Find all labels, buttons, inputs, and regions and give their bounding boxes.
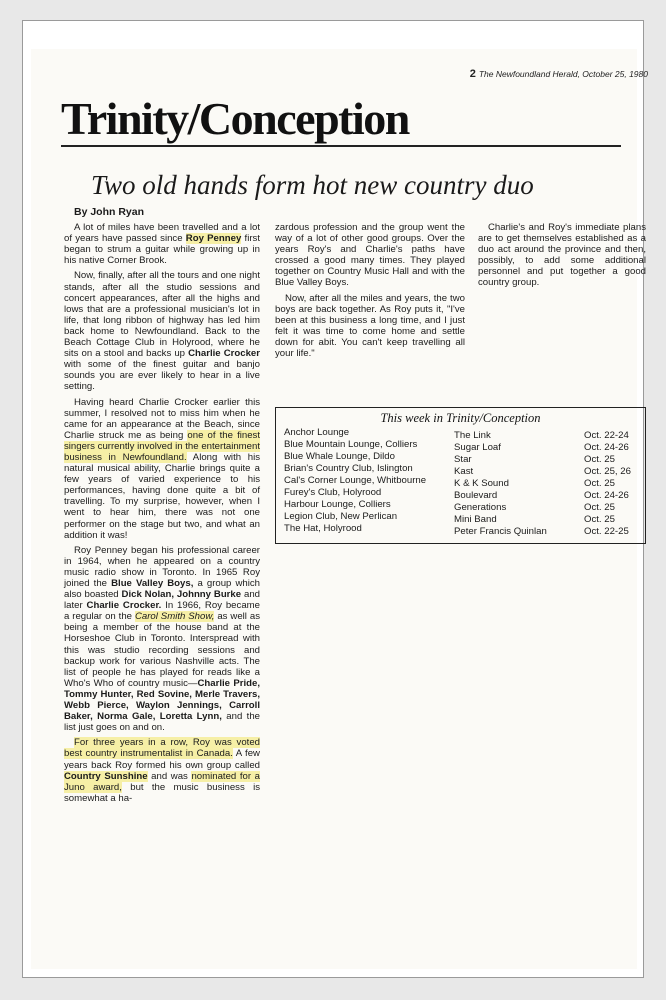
text-run: but the music business is somewhat a ha- xyxy=(64,781,260,804)
highlighted-text: Carol Smith Show, xyxy=(134,611,215,623)
text-run: Charlie Pride, Tommy Hunter, Red Sovine, Merle Travers, Webb Pierce, Waylon Jennings, Carroll Baker, Norma Gale, Loretta Lynn, xyxy=(64,677,260,723)
byline: By John Ryan xyxy=(74,206,145,218)
article-paragraph xyxy=(275,222,465,289)
act-row xyxy=(454,490,641,502)
text-run: Charlie Crocker. xyxy=(86,600,162,612)
act-row xyxy=(454,430,641,442)
highlighted-text: For three years in a row, Roy was voted best country instrumentalist in Canada. xyxy=(64,737,260,760)
text-run: and was xyxy=(147,770,192,782)
venue-name: Brian's Country Club, Islington xyxy=(284,463,413,474)
highlighted-text: nominated for a Juno award, xyxy=(64,770,260,793)
text-run: a group which also boasted xyxy=(64,578,260,601)
highlighted-text: Country Sunshine xyxy=(64,770,148,782)
highlighted-text: one of the finest singers currently involved in the entertainment business in Newfoundland. xyxy=(64,429,260,463)
text-run: Having heard Charlie Crocker earlier this summer, I resolved not to miss him when he came for an appearance at the Beach, since Charlie struck me as being xyxy=(64,396,260,441)
act-date: Oct. 25 xyxy=(584,514,615,525)
text-run: Now, finally, after all the tours and one night stands, after all the studio sessions and concert appearances, after all the highs and lows that are a professional musician's lot in life, that long ribbon of highway has led him back home to Newfoundland. Back to the Beach Cottage Club in Holyrood, where he sits on a stool and backs up xyxy=(64,270,260,360)
text-run: first began to strum a guitar while growing up in his native Corner Brook. xyxy=(64,233,260,267)
text-run: Roy Penney began his professional career in 1964, when he appeared on a country music radio show in Toronto. In 1965 Roy joined the xyxy=(64,544,260,589)
text-run: Charlie's and Roy's immediate plans are to get themselves established as a duo act around the province and then, possibly, to add some additional personnel and put together a good country group. xyxy=(478,222,646,289)
article-column-2 xyxy=(275,222,465,363)
col1-body xyxy=(64,222,260,804)
section-title: Trinity/Conception xyxy=(61,93,409,144)
article-paragraph xyxy=(64,737,260,804)
act-name: Star xyxy=(454,454,472,465)
act-date: Oct. 25 xyxy=(584,502,615,513)
act-date: Oct. 24-26 xyxy=(584,442,629,453)
act-list xyxy=(454,430,641,538)
text-run: zardous profession and the group went the way of a lot of other good groups. Over the years Roy's and Charlie's paths have crossed a good many times. They played together on Country Music Hall and with the Blue Valley Boys. xyxy=(275,222,465,289)
venue-name: Anchor Lounge xyxy=(284,427,350,438)
text-run: A few years back Roy formed his own group called xyxy=(64,748,260,771)
venue-name: Blue Whale Lounge, Dildo xyxy=(284,451,395,462)
act-name: Sugar Loaf xyxy=(454,442,501,453)
dateline xyxy=(426,68,648,80)
act-row xyxy=(454,454,641,466)
text-run: Blue Valley Boys, xyxy=(111,578,194,589)
article-column-1 xyxy=(64,207,260,808)
act-name: Generations xyxy=(454,502,507,513)
article-column-3 xyxy=(478,222,646,293)
publication-dateline: The Newfoundland Herald, October 25, 1980 xyxy=(478,69,648,79)
text-run: and the list just goes on and on. xyxy=(64,711,260,734)
newspaper-clipping xyxy=(31,49,648,969)
text-run: Along with his natural musical ability, Charlie brings quite a few years of varied experience to his performances, having done quite a bit of travelling. To my surprise, however, when I went to hear him, there was not one performer on the stage but two, and what an addition it was! xyxy=(64,451,260,541)
act-row xyxy=(454,442,641,454)
act-row xyxy=(454,514,641,526)
venue-name: The Hat, Holyrood xyxy=(284,523,362,534)
act-name: Peter Francis Quinlan xyxy=(454,526,547,537)
article-paragraph xyxy=(64,222,260,266)
text-run: Now, after all the miles and years, the two boys are back together. As Roy puts it, "I've been at this business a long time, and I just felt it was time to come home and settle down for abit. You can't keep travelling all your life." xyxy=(275,292,465,360)
venue-name: Furey's Club, Holyrood xyxy=(284,487,382,498)
text-run: In 1966, Roy became a regular on the xyxy=(64,600,260,623)
text-run: Dick Nolan, Johnny Burke xyxy=(121,589,242,601)
venue-list xyxy=(284,427,454,535)
page-number: 2 xyxy=(469,68,476,80)
act-date: Oct. 25 xyxy=(584,454,615,465)
act-name: Kast xyxy=(454,466,474,477)
venue-listing-box xyxy=(275,407,646,544)
act-date: Oct. 22-25 xyxy=(584,526,629,537)
act-row xyxy=(454,502,641,514)
text-run: Charlie Crocker xyxy=(188,348,260,360)
article-paragraph xyxy=(64,545,260,734)
article-paragraph xyxy=(478,222,646,289)
venue-name: Cal's Corner Lounge, Whitbourne xyxy=(284,475,427,486)
act-row xyxy=(454,466,641,478)
act-date: Oct. 25, 26 xyxy=(584,466,631,477)
article-paragraph xyxy=(275,293,465,360)
act-date: Oct. 22-24 xyxy=(584,430,629,441)
venue-name: Legion Club, New Perlican xyxy=(284,511,398,522)
listing-title: This week in Trinity/Conception xyxy=(380,411,541,425)
act-name: The Link xyxy=(454,430,491,441)
act-date: Oct. 24-26 xyxy=(584,490,629,501)
act-name: K & K Sound xyxy=(454,478,509,489)
act-name: Mini Band xyxy=(454,514,497,525)
venue-name: Harbour Lounge, Colliers xyxy=(284,499,391,510)
act-name: Boulevard xyxy=(454,490,498,501)
headline: Two old hands form hot new country duo xyxy=(91,170,534,200)
page-frame xyxy=(22,20,648,978)
masthead-rule xyxy=(61,145,621,147)
text-run: with some of the finest guitar and banjo sounds you are ever likely to hear in a live setting. xyxy=(64,359,260,393)
text-run: and later xyxy=(64,589,260,612)
act-date: Oct. 25 xyxy=(584,478,615,489)
article-paragraph xyxy=(64,397,260,541)
article-paragraph xyxy=(64,270,260,392)
act-row xyxy=(454,526,641,538)
text-run: A lot of miles have been travelled and a lot of years have passed since xyxy=(64,222,260,245)
venue-name: Blue Mountain Lounge, Colliers xyxy=(284,439,418,450)
act-row xyxy=(454,478,641,490)
highlighted-text: Roy Penney xyxy=(185,233,242,245)
text-run: as well as being a member of the house band at the Horseshoe Club in Toronto. Interspread with this was studio recording sessions and backup work for various Nashville acts. The list of people he has played for reads like a Who's Who of country music— xyxy=(64,611,260,689)
